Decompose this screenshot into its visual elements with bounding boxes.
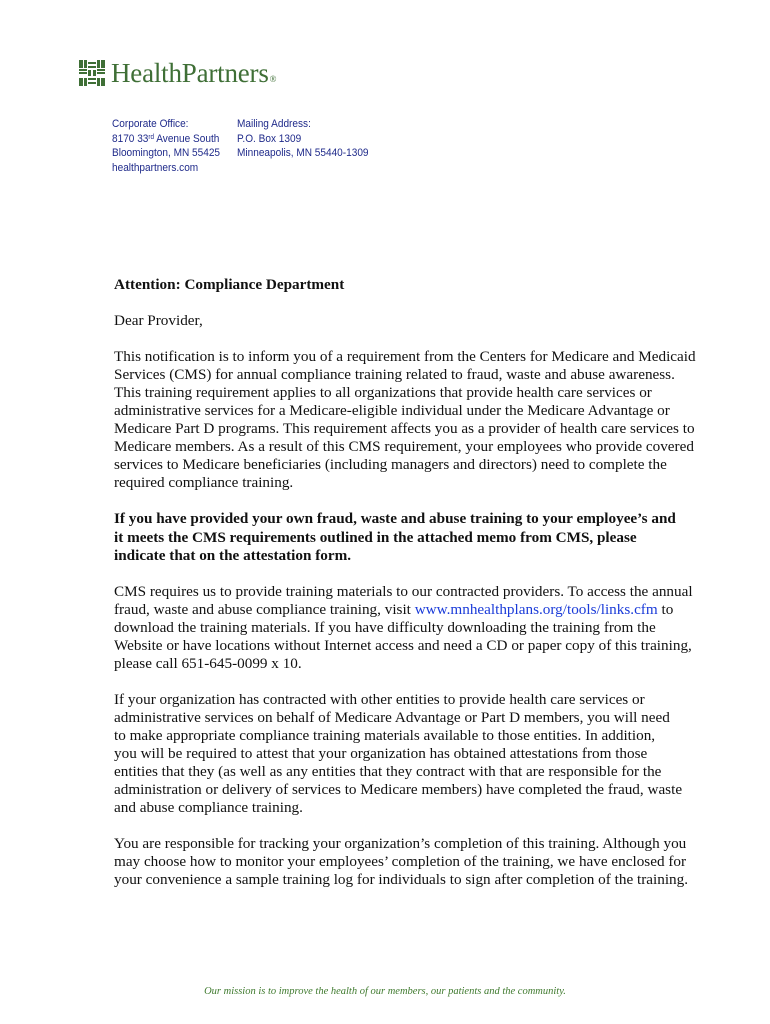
text-line: If you have provided your own fraud, waste and abuse training to your employee’s and (114, 510, 676, 528)
text-line: This notification is to inform you of a requirement from the Centers for Medicare and Medicaid (114, 348, 696, 366)
text-line: you will be required to attest that your organization has obtained attestations from those (114, 744, 648, 762)
text-line: administrative services on behalf of Medicare Advantage or Part D members, you will need (114, 708, 670, 726)
text-line: You are responsible for tracking your organization’s completion of this training. Although you (114, 835, 687, 853)
registered-mark: ® (269, 74, 277, 84)
text-line: download the training materials. If you have difficulty downloading the training from the (114, 618, 656, 636)
text-line: required compliance training. (114, 474, 294, 492)
company-logo (79, 58, 276, 88)
text-line: Website or have locations without Internet access and need a CD or paper copy of this training, (114, 636, 692, 654)
greeting: Dear Provider, (114, 312, 203, 330)
paragraph-tracking-completion (114, 835, 714, 889)
corporate-office-label: Corporate Office: (112, 118, 189, 130)
text-line: Medicare Part D programs. This requirement affects you as a provider of health care services to (114, 420, 695, 438)
text-line: services to Medicare beneficiaries (including managers and directors) need to complete the (114, 456, 667, 474)
text-line: Services (CMS) for annual compliance training related to fraud, waste and abuse awareness. (114, 366, 675, 384)
letter-body (114, 276, 714, 907)
paragraph-training-materials (114, 583, 714, 673)
healthpartners-logo-icon (79, 60, 105, 86)
text-line: please call 651-645-0099 x 10. (114, 654, 302, 672)
corporate-city: Bloomington, MN 55425 (112, 147, 221, 160)
text-line: fraud, waste and abuse compliance training, visit www.mnhealthplans.org/tools/links.cfm to (114, 600, 674, 618)
mailing-address (237, 117, 369, 161)
mailing-city: Minneapolis, MN 55440-1309 (237, 147, 369, 160)
paragraph-cms-requirement (114, 348, 714, 492)
company-name: HealthPartners® (111, 58, 277, 88)
text-line: CMS requires us to provide training materials to our contracted providers. To access the annual (114, 582, 693, 600)
text-line: entities that they (as well as any entities that they contract with that are responsible for the (114, 763, 662, 781)
text-line: If your organization has contracted with other entities to provide health care services or (114, 690, 645, 708)
attention-line: Attention: Compliance Department (114, 276, 345, 293)
text-line: Medicare members. As a result of this CMS requirement, your employees who provide covered (114, 438, 694, 456)
mailing-address-label: Mailing Address: (237, 118, 311, 130)
text-line: and abuse compliance training. (114, 799, 303, 817)
text-line: it meets the CMS requirements outlined in the attached memo from CMS, please (114, 528, 637, 546)
paragraph-own-training-notice (114, 510, 714, 564)
text-line: may choose how to monitor your employees’ completion of the training, we have enclosed for (114, 853, 687, 871)
corporate-street: 8170 33rd Avenue South (112, 132, 220, 145)
paragraph-contracted-entities (114, 691, 714, 817)
text-line: administration or delivery of services to Medicare members) have completed the fraud, waste (114, 781, 683, 799)
text-line: to make appropriate compliance training materials available to those entities. In addition, (114, 726, 656, 744)
text-line: your convenience a sample training log for individuals to sign after completion of the training. (114, 871, 689, 889)
corporate-office-address (112, 117, 220, 175)
mailing-po-box: P.O. Box 1309 (237, 132, 302, 145)
mission-statement: Our mission is to improve the health of our members, our patients and the community. (204, 986, 566, 997)
text-line: This training requirement applies to all organizations that provide health care services or (114, 384, 652, 402)
corporate-website: healthpartners.com (112, 161, 199, 174)
text-line: indicate that on the attestation form. (114, 546, 352, 564)
training-link[interactable]: www.mnhealthplans.org/tools/links.cfm (414, 600, 658, 618)
text-line: administrative services for a Medicare-eligible individual under the Medicare Advantage or (114, 402, 670, 420)
